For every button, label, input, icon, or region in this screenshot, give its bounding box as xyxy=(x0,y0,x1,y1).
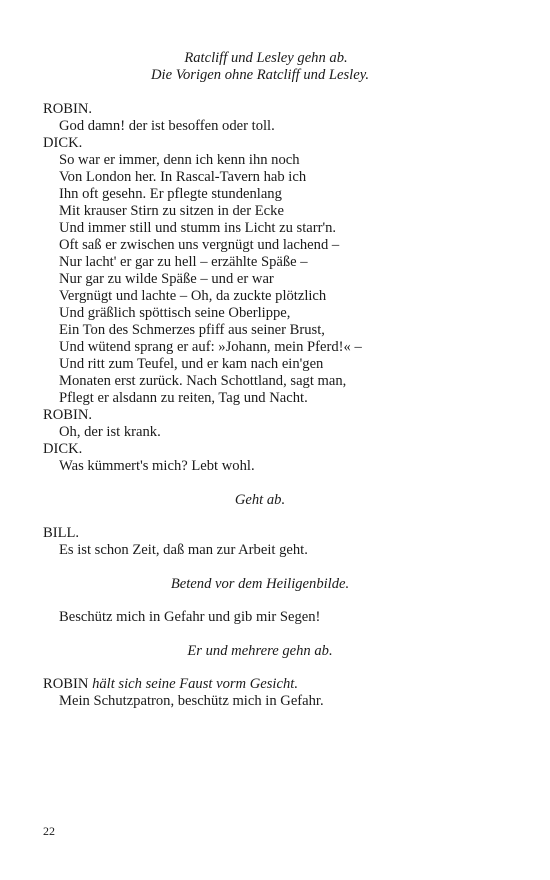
verse-line: Oft saß er zwischen uns vergnügt und lachend – xyxy=(59,237,340,253)
verse-line: Mein Schutzpatron, beschütz mich in Gefahr. xyxy=(59,693,324,709)
inline-stage-direction: hält sich seine Faust vorm Gesicht. xyxy=(92,676,298,692)
speaker-robin: ROBIN. xyxy=(43,101,93,117)
verse-line: God damn! der ist besoffen oder toll. xyxy=(59,118,275,134)
verse-line: Und wütend sprang er auf: »Johann, mein Pferd!« – xyxy=(59,339,362,355)
verse-line: Ein Ton des Schmerzes pfiff aus seiner Brust, xyxy=(59,322,325,338)
verse-line: Was kümmert's mich? Lebt wohl. xyxy=(59,458,255,474)
speaker-dick: DICK. xyxy=(43,135,83,151)
page-number: 22 xyxy=(43,824,55,838)
verse-line: Nur lacht' er gar zu hell – erzählte Späße – xyxy=(59,254,308,270)
speaker-dick: DICK. xyxy=(43,441,83,457)
verse-line: Vergnügt und lachte – Oh, da zuckte plötzlich xyxy=(59,288,327,304)
verse-line: Und gräßlich spöttisch seine Oberlippe, xyxy=(59,305,291,321)
verse-line: Es ist schon Zeit, daß man zur Arbeit geht. xyxy=(59,542,308,558)
speaker-robin: ROBIN. xyxy=(43,407,93,423)
verse-line: So war er immer, denn ich kenn ihn noch xyxy=(59,152,300,168)
stage-direction-remaining: Die Vorigen ohne Ratcliff und Lesley. xyxy=(150,67,370,83)
stage-direction-exit: Ratcliff und Lesley gehn ab. xyxy=(184,50,348,66)
speaker-bill: BILL. xyxy=(43,525,80,541)
verse-line: Von London her. In Rascal-Tavern hab ich xyxy=(59,169,307,185)
verse-line: Ihn oft gesehn. Er pflegte stundenlang xyxy=(59,186,282,202)
verse-line: Beschütz mich in Gefahr und gib mir Segen! xyxy=(59,609,321,625)
verse-line: Nur gar zu wilde Späße – und er war xyxy=(59,271,274,287)
stage-direction-exit-group: Er und mehrere gehn ab. xyxy=(187,643,333,659)
stage-direction-praying: Betend vor dem Heiligenbilde. xyxy=(170,576,350,592)
verse-line: Monaten erst zurück. Nach Schottland, sagt man, xyxy=(59,373,347,389)
stage-direction-exit-dick: Geht ab. xyxy=(234,492,286,508)
speaker-robin-with-direction xyxy=(43,676,298,693)
verse-line: Und ritt zum Teufel, und er kam nach ein'gen xyxy=(59,356,324,372)
verse-line: Oh, der ist krank. xyxy=(59,424,161,440)
verse-line: Und immer still und stumm ins Licht zu starr'n. xyxy=(59,220,337,236)
verse-line: Pflegt er alsdann zu reiten, Tag und Nacht. xyxy=(59,390,308,406)
speaker-robin: ROBIN xyxy=(43,676,89,692)
verse-line: Mit krauser Stirn zu sitzen in der Ecke xyxy=(59,203,284,219)
